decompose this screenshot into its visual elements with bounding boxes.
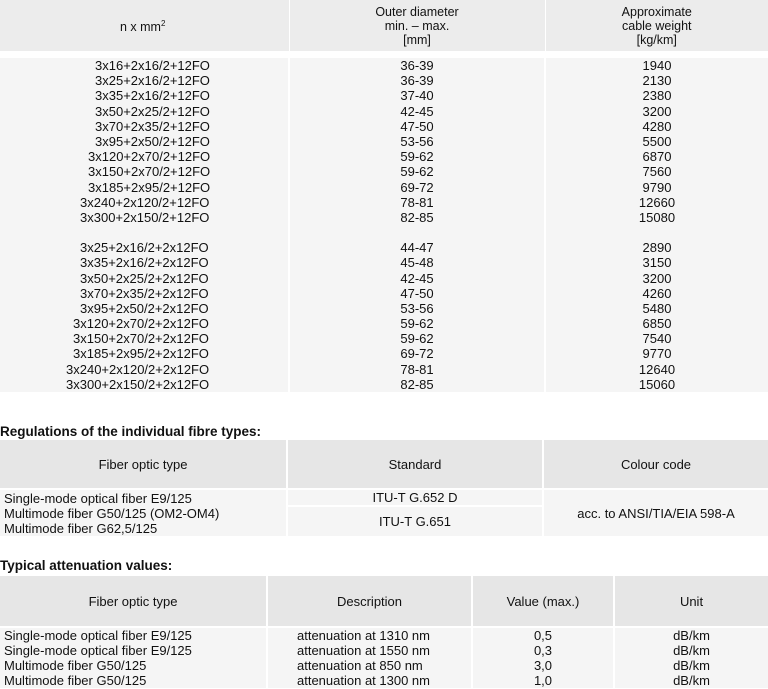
cell-fiber-type: Single-mode optical fiber E9/125: [0, 643, 267, 658]
header-spacer: [0, 51, 768, 58]
cell-diameter: 44-47: [289, 240, 545, 255]
cell-weight: 6850: [545, 316, 768, 331]
group-spacer: [0, 225, 768, 240]
table-row: [0, 286, 768, 301]
cell-size: 3x50+2x25/2+12FO: [0, 104, 289, 119]
cell-unit: dB/km: [614, 643, 768, 658]
header-cross-section-sup: 2: [160, 18, 166, 28]
header-fiber-type: Fiber optic type: [0, 576, 267, 626]
cell-diameter: 59-62: [289, 331, 545, 346]
cell-description: attenuation at 1300 nm: [267, 673, 472, 688]
header-standard: Standard: [287, 440, 543, 488]
table-row: [0, 210, 768, 225]
cell-diameter: 47-50: [289, 286, 545, 301]
table-row: [0, 362, 768, 377]
cell-diameter: 82-85: [289, 210, 545, 225]
cell-value: 0,3: [472, 643, 614, 658]
table-row: [0, 104, 768, 119]
cell-weight: 3150: [545, 255, 768, 270]
table-header-row: [0, 0, 768, 51]
cell-diameter: 69-72: [289, 346, 545, 361]
cell-weight: 15060: [545, 377, 768, 392]
cell-diameter: 78-81: [289, 362, 545, 377]
cell-size: 3x50+2x25/2+2x12FO: [0, 270, 289, 285]
cell-diameter: 69-72: [289, 180, 545, 195]
cell-diameter: 42-45: [289, 270, 545, 285]
cell-weight: 4260: [545, 286, 768, 301]
table-row: [0, 301, 768, 316]
table-row: [0, 255, 768, 270]
cell-weight: 12640: [545, 362, 768, 377]
table-header-row: [0, 576, 768, 626]
cell-description: attenuation at 1310 nm: [267, 628, 472, 643]
cell-size: 3x25+2x16/2+12FO: [0, 73, 289, 88]
cell-diameter: 53-56: [289, 134, 545, 149]
table-row: [0, 270, 768, 285]
cell-description: attenuation at 1550 nm: [267, 643, 472, 658]
table-row: [0, 673, 768, 688]
cell-size: 3x185+2x95/2+2x12FO: [0, 346, 289, 361]
cell-diameter: 53-56: [289, 301, 545, 316]
header-cable-weight-line1: Approximate: [621, 4, 692, 19]
header-cable-weight: [545, 0, 768, 51]
attenuation-heading: Typical attenuation values:: [0, 558, 173, 573]
cell-size: 3x240+2x120/2+2x12FO: [0, 362, 289, 377]
regulations-heading: Regulations of the individual fibre types:: [0, 424, 262, 439]
table-row: [0, 88, 768, 103]
table-row: [0, 240, 768, 255]
cell-value: 0,5: [472, 628, 614, 643]
cell-size: 3x16+2x16/2+12FO: [0, 58, 289, 73]
fibre-types-table: [0, 440, 768, 536]
table-row: [0, 73, 768, 88]
table-row: [0, 195, 768, 210]
table-row: [0, 149, 768, 164]
cell-weight: 12660: [545, 195, 768, 210]
table-header-row: [0, 440, 768, 488]
table-row: [0, 346, 768, 361]
header-description: Description: [267, 576, 472, 626]
cell-fiber-type: Single-mode optical fiber E9/125: [0, 490, 287, 506]
table-row: [0, 643, 768, 658]
cell-size: 3x150+2x70/2+12FO: [0, 164, 289, 179]
header-outer-diameter-line3: [mm]: [403, 32, 431, 47]
cell-weight: 1940: [545, 58, 768, 73]
cell-diameter: 36-39: [289, 73, 545, 88]
cell-size: 3x300+2x150/2+2x12FO: [0, 377, 289, 392]
header-cross-section: [0, 0, 289, 51]
cell-unit: dB/km: [614, 673, 768, 688]
table-row: [0, 134, 768, 149]
cell-fiber-type: Multimode fiber G50/125: [0, 658, 267, 673]
cell-size: 3x185+2x95/2+12FO: [0, 180, 289, 195]
header-value: Value (max.): [472, 576, 614, 626]
header-unit: Unit: [614, 576, 768, 626]
cell-unit: dB/km: [614, 628, 768, 643]
cell-size: 3x120+2x70/2+12FO: [0, 149, 289, 164]
cell-diameter: 59-62: [289, 164, 545, 179]
cell-size: 3x300+2x150/2+12FO: [0, 210, 289, 225]
cell-fiber-type: Multimode fiber G62,5/125: [0, 521, 287, 536]
header-cable-weight-line2: cable weight: [622, 18, 692, 33]
cell-weight: 9770: [545, 346, 768, 361]
cell-value: 3,0: [472, 658, 614, 673]
cell-standard: ITU-T G.651: [287, 506, 543, 536]
cell-size: 3x95+2x50/2+2x12FO: [0, 301, 289, 316]
cell-size: 3x70+2x35/2+2x12FO: [0, 286, 289, 301]
cell-size: 3x25+2x16/2+2x12FO: [0, 240, 289, 255]
header-outer-diameter-line1: Outer diameter: [375, 4, 459, 19]
cell-weight: 3200: [545, 270, 768, 285]
cell-diameter: 37-40: [289, 88, 545, 103]
cell-size: 3x70+2x35/2+12FO: [0, 119, 289, 134]
cell-weight: 9790: [545, 180, 768, 195]
cell-weight: 6870: [545, 149, 768, 164]
cell-size: 3x95+2x50/2+12FO: [0, 134, 289, 149]
table-row: [0, 316, 768, 331]
cell-size: 3x35+2x16/2+12FO: [0, 88, 289, 103]
cell-fiber-type: Single-mode optical fiber E9/125: [0, 628, 267, 643]
header-outer-diameter-line2: min. – max.: [384, 18, 450, 33]
attenuation-table: [0, 576, 768, 688]
cell-weight: 4280: [545, 119, 768, 134]
table-row: [0, 490, 768, 506]
cell-weight: 5500: [545, 134, 768, 149]
cell-diameter: 82-85: [289, 377, 545, 392]
cell-value: 1,0: [472, 673, 614, 688]
cell-weight: 15080: [545, 210, 768, 225]
cell-weight: 2890: [545, 240, 768, 255]
table-row: [0, 58, 768, 73]
header-cross-section-label: n x mm: [120, 20, 161, 35]
cell-weight: 2380: [545, 88, 768, 103]
cell-fiber-type: Multimode fiber G50/125 (OM2-OM4): [0, 506, 287, 521]
cell-diameter: 36-39: [289, 58, 545, 73]
cell-diameter: 47-50: [289, 119, 545, 134]
cell-unit: dB/km: [614, 658, 768, 673]
cell-diameter: 59-62: [289, 316, 545, 331]
cell-diameter: 42-45: [289, 104, 545, 119]
cell-size: 3x150+2x70/2+2x12FO: [0, 331, 289, 346]
cell-diameter: 45-48: [289, 255, 545, 270]
cell-description: attenuation at 850 nm: [267, 658, 472, 673]
table-row: [0, 180, 768, 195]
cell-weight: 5480: [545, 301, 768, 316]
header-colour-code: Colour code: [543, 440, 768, 488]
cell-weight: 7560: [545, 164, 768, 179]
cell-size: 3x240+2x120/2+12FO: [0, 195, 289, 210]
table-row: [0, 377, 768, 392]
cell-diameter: 78-81: [289, 195, 545, 210]
table-row: [0, 658, 768, 673]
header-cable-weight-line3: [kg/km]: [636, 32, 677, 47]
table-row: [0, 331, 768, 346]
cell-diameter: 59-62: [289, 149, 545, 164]
cell-size: 3x35+2x16/2+2x12FO: [0, 255, 289, 270]
cell-weight: 7540: [545, 331, 768, 346]
cell-weight: 3200: [545, 104, 768, 119]
cell-size: 3x120+2x70/2+2x12FO: [0, 316, 289, 331]
table-row: [0, 164, 768, 179]
header-outer-diameter: [289, 0, 545, 51]
table-row: [0, 119, 768, 134]
header-fiber-type: Fiber optic type: [0, 440, 287, 488]
table-row: [0, 628, 768, 643]
cell-standard: ITU-T G.652 D: [287, 490, 543, 506]
cell-fiber-type: Multimode fiber G50/125: [0, 673, 267, 688]
cell-colour-code: acc. to ANSI/TIA/EIA 598-A: [543, 490, 768, 536]
cell-weight: 2130: [545, 73, 768, 88]
